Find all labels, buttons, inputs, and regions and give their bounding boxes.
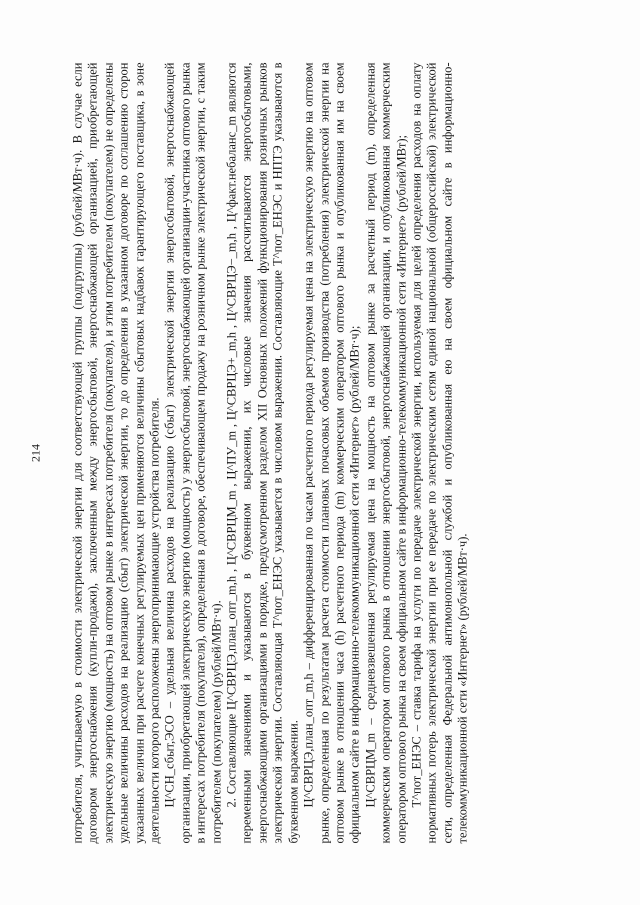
paragraph-1: потребителя, учитываемую в стоимости электрической энергии для соответствующей группы (подгруппы) (рублей/МВт·ч). В случае если договором энергоснабжения (купли-продажи), заключенным между энергосбытовой, энергоснабжающей организацией, приобретающей электрическую энергию (мощность) на оптовом рынке в интересах потребителя (покупателя), и этим потребителем (покупателем) не определены удельные величины расходов на реализацию (сбыт) электрической энергии, то до определения в указанном договоре по соглашению сторон указанных величин при расчете конечных регулируемых цен применяются величины сбытовых надбавок гарантирующего поставщика, в зоне деятельности которого расположены энергопринимающие устройства потребителя. <box>70 62 162 843</box>
page-number: 214 <box>28 443 42 462</box>
rotated-text-block <box>28 50 600 855</box>
paragraph-4: Ц^СВРЦЭ,план_опт_m,h – дифференцированная по часам расчетного периода регулируемая цена на электрическую энергию на оптовом рынке, определенная по результатам расчета стоимости плановых почасовых объемов производства (потребления) электрической энергии на оптовом рынке в отношении часа (h) расчетного периода (m) коммерческим оператором оптового рынка и опубликованная им на своем официальном сайте в информационно-телекоммуникационной сети «Интернет» (рублей/МВт·ч); <box>301 62 362 843</box>
document-body <box>70 62 471 843</box>
paragraph-3: 2. Составляющие Ц^СВРЦЭ,план_опт_m,h , Ц^СВРЦМ_m , Ц^ПУ_m , Ц^СВРЦЭ+_m,h , Ц^СВРЦЭ−_m,h , Ц^факт.небаланс_m являются переменными значениями и указываются в буквенном выражении, их числовые значения рассчитываются энергосбытовыми, энергоснабжающими организациями в порядке, предусмотренном разделом XII Основных положений функционирования розничных рынков электрической энергии. Составляющая Т^пот_ЕНЭС указывается в числовом выражении. Составляющие Т^пот_ЕНЭС и НПТЭ указываются в буквенном выражении. <box>224 62 300 843</box>
paragraph-6: Т^пот_ЕНЭС – ставка тарифа на услуги по передаче электрической энергии, используемая для целей определения расходов на оплату нормативных потерь электрической энергии при ее передаче по электрическим сетям единой национальной (общероссийской) электрической сети, определенная Федеральной антимонопольной службой и опубликованная ею на своем официальном сайте в информационно-телекоммуникационной сети «Интернет» (рублей/МВт·ч). <box>408 62 470 843</box>
paragraph-2: Ц^СН_сбыт,ЭСО – удельная величина расходов на реализацию (сбыт) электрической энергии энергосбытовой, энергоснабжающей организации, приобретающей электрическую энергию (мощность) у энергосбытовой, энергоснабжающей организации-участника оптового рынка в интересах потребителя (покупателя), определенная в договоре, обеспечивающем продажу на розничном рынке электрической энергии, с таким потребителем (покупателем) (рублей/МВт·ч). <box>162 62 223 843</box>
paragraph-5: Ц^СВРЦМ_m – средневзвешенная регулируемая цена на мощность на оптовом рынке за расчетный период (m), определенная коммерческим оператором оптового рынка в отношении энергосбытовой, энергоснабжающей организации, и опубликованная коммерческим оператором оптового рынка на своем официальном сайте в информационно-телекоммуникационной сети «Интернет» (рублей/МВт); <box>362 62 408 843</box>
